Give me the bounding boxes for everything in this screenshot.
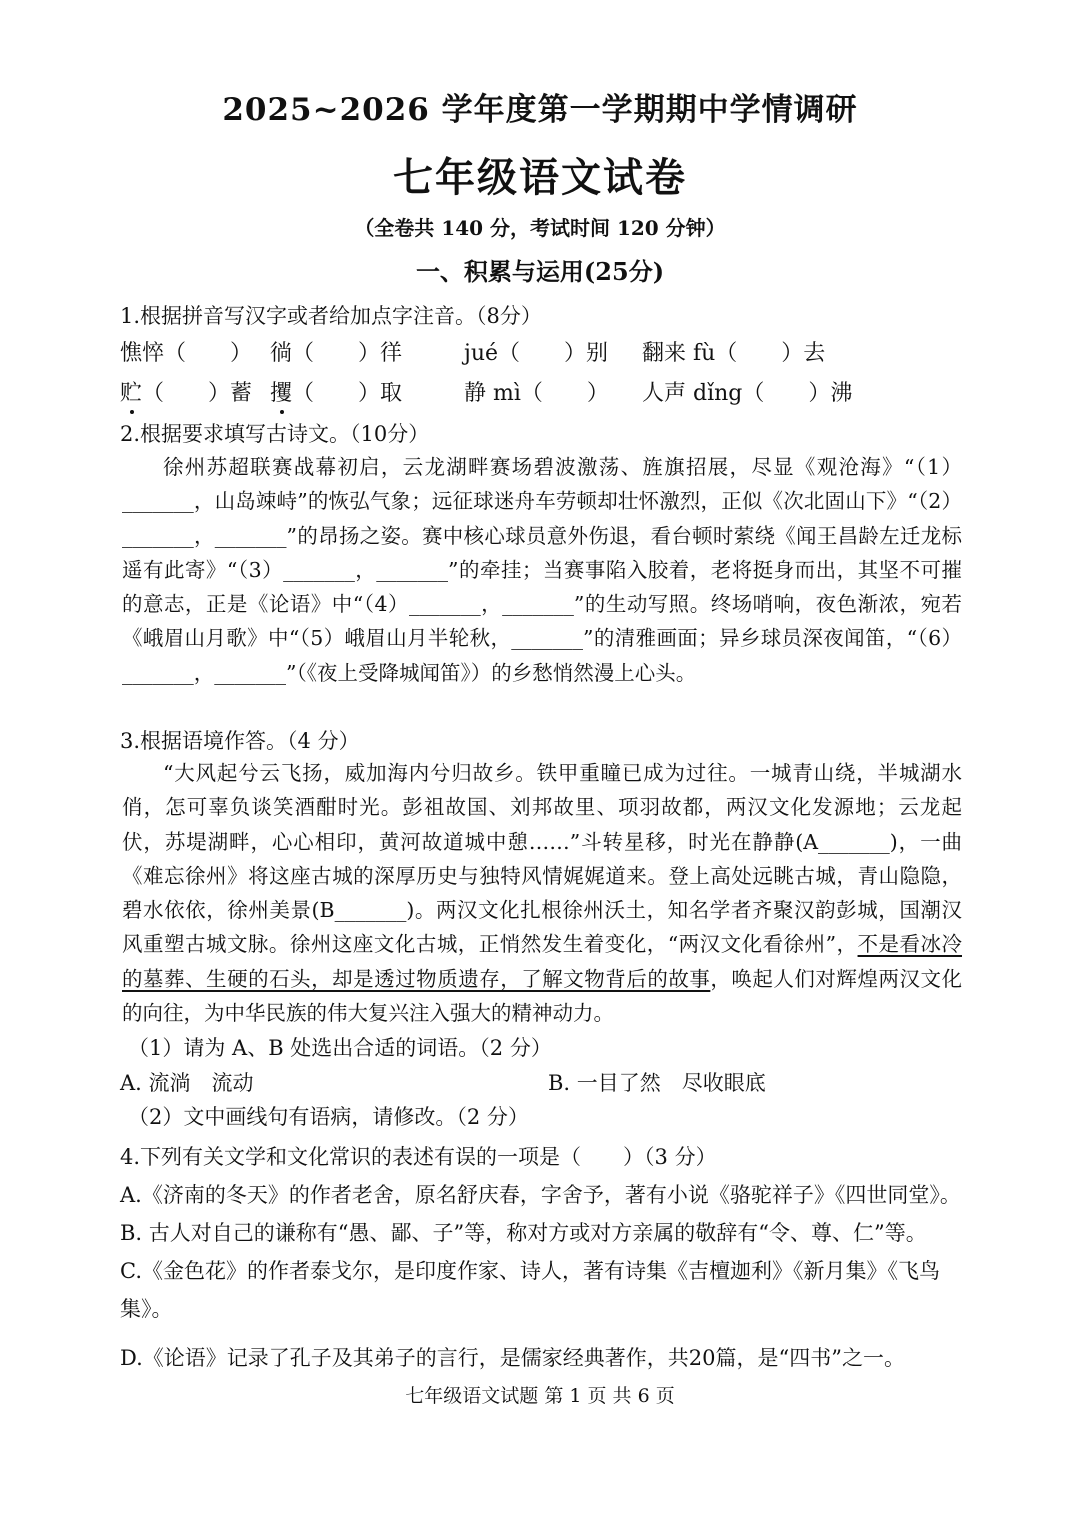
underlined-sentence: 不是看冰冷的墓葬、生硬的石头，却是透过物质遗存，了解文物背后的故事 [122, 932, 962, 991]
q1-item-6-rest: （ ）取 [292, 381, 403, 406]
q1-item-1: 憔悴（ ） [120, 341, 253, 366]
dotted-char: 贮 [120, 381, 143, 406]
q3-passage-part-b: ，唤起人们对辉煌两汉文化的向往，为中华民族的伟大复兴注入强大的精神动力。 [122, 966, 962, 1026]
q4-prompt: 4.下列有关文学和文化常识的表述有误的一项是（ ）（3 分） [120, 1145, 717, 1169]
q1-item-6 [270, 376, 402, 407]
exam-subtitle: 七年级语文试卷 [393, 154, 687, 201]
q3-passage-part-a: “大风起兮云飞扬，威加海内兮归故乡。铁甲重瞳已成为过往。一城青山绕，半城湖水俏，怎可辜负谈笑酒酣时光。彭祖故国、刘邦故里、项羽故都，两汉文化发源地；云龙起伏，苏堤湖畔，心心相印，黄河故道城中憩……”斗转星移，时光在静静(A_______)，一曲《难忘徐州》将这座古城的深厚历史与独特风情娓娓道来。登上高处远眺古城，青山隐隐，碧水依依，徐州美景(B_______)。两汉文化扎根徐州沃土，知名学者齐聚汉韵彭城，国潮汉风重塑古城文脉。徐州这座文化古城，正悄然发生着变化，“两汉文化看徐州”， [122, 761, 962, 957]
q4-option-b: B. 古人对自己的谦称有“愚、鄙、子”等，称对方或对方亲属的敬辞有“令、尊、仁”等。 [120, 1221, 927, 1245]
section-heading: 一、积累与运用(25分) [415, 257, 665, 286]
q2-prompt: 2.根据要求填写古诗文。（10分） [120, 422, 430, 446]
q3-option-a: A. 流淌 流动 [120, 1071, 254, 1095]
q2-passage-text: 徐州苏超联赛战幕初启，云龙湖畔赛场碧波激荡、旌旗招展，尽显《观沧海》“（1）_______，山岛竦峙”的恢弘气象；远征球迷舟车劳顿却壮怀激烈，正似《次北固山下》“（2）_______，_______”的昂扬之姿。赛中核心球员意外伤退，看台顿时萦绕《闻王昌龄左迁龙标遥有此寄》“（3）_______，_______”的牵挂；当赛事陷入胶着，老将挺身而出，其坚不可摧的意志，正是《论语》中“（4）_______，_______”的生动写照。终场哨响，夜色渐浓，宛若《峨眉山月歌》中“（5）峨眉山月半轮秋，_______”的清雅画面；异乡球员深夜闻笛，“（6）_______，_______”（《夜上受降城闻笛》）的乡愁悄然漫上心头。 [122, 455, 962, 685]
q1-prompt: 1.根据拼音写汉字或者给加点字注音。（8分） [120, 304, 542, 328]
q3-passage-text [122, 756, 962, 1030]
dotted-char: 攫 [270, 381, 293, 406]
q1-item-5 [120, 376, 252, 407]
q3-sub2: （2）文中画线句有语病，请修改。（2 分） [128, 1105, 529, 1129]
q3-prompt: 3.根据语境作答。（4 分） [120, 729, 360, 753]
q1-item-4: 翻来 fù（ ）去 [642, 341, 826, 366]
page-footer: 七年级语文试题 第 1 页 共 6 页 [405, 1385, 675, 1407]
q3-sub1: （1）请为 A、B 处选出合适的词语。（2 分） [128, 1036, 552, 1060]
q1-item-5-rest: （ ）蓄 [142, 381, 253, 406]
q4-option-a: A.《济南的冬天》的作者老舍，原名舒庆春，字舍予，著有小说《骆驼祥子》《四世同堂》。 [120, 1183, 961, 1207]
exam-note: （全卷共 140 分，考试时间 120 分钟） [354, 216, 726, 240]
q3-passage [122, 756, 962, 1030]
exam-title: 2025~2026 学年度第一学期期中学情调研 [222, 92, 858, 128]
q1-item-3: jué（ ）别 [464, 341, 609, 366]
q4-option-d: D.《论语》记录了孔子及其弟子的言行，是儒家经典著作，共20篇，是“四书”之一。 [120, 1346, 905, 1370]
q1-item-2: 徜（ ）徉 [270, 341, 403, 366]
q3-option-b: B. 一目了然 尽收眼底 [548, 1071, 766, 1095]
q1-item-8: 人声 dǐng（ ）沸 [642, 381, 853, 406]
q2-passage [122, 450, 962, 690]
q4-option-c: C.《金色花》的作者泰戈尔，是印度作家、诗人，著有诗集《吉檀迦利》《新月集》《飞鸟集》。 [120, 1259, 940, 1321]
q1-item-7: 静 mì（ ） [464, 381, 609, 406]
